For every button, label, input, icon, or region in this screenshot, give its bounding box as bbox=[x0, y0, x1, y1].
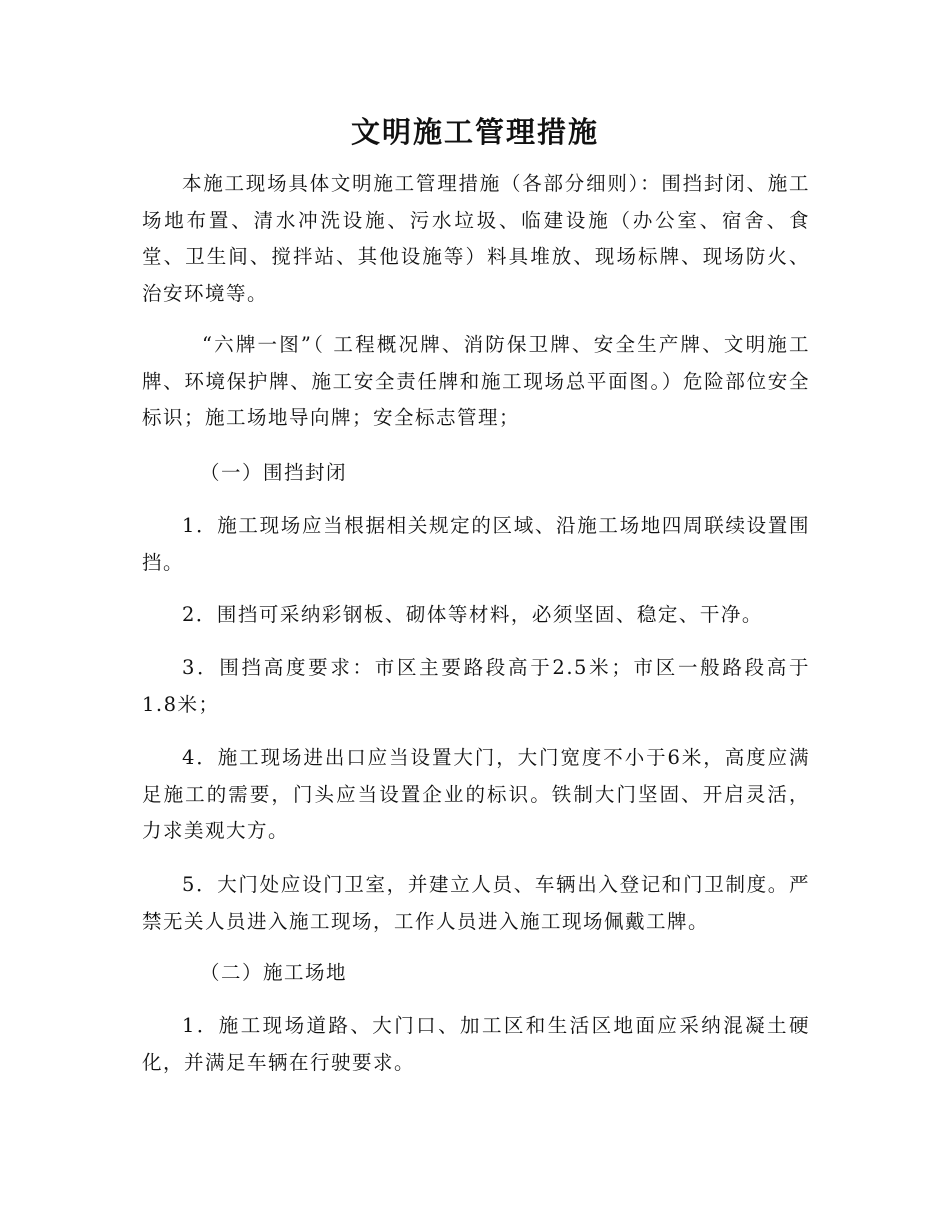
list-item: 5．大门处应设门卫室，并建立人员、车辆出入登记和门卫制度。严禁无关人员进入施工现场，工作人员进入施工现场佩戴工牌。 bbox=[142, 873, 810, 933]
list-item: 2．围挡可采纳彩钢板、砌体等材料，必须坚固、稳定、干净。 bbox=[182, 603, 763, 626]
section-heading-enclosure: （一）围挡封闭 bbox=[200, 461, 348, 484]
section-heading-site: （二）施工场地 bbox=[200, 961, 348, 984]
intro-paragraph: 本施工现场具体文明施工管理措施（各部分细则）：围挡封闭、施工场地布置、清水冲洗设施、污水垃圾、临建设施（办公室、宿舍、食堂、卫生间、搅拌站、其他设施等）料具堆放、现场标牌、现场防火、治安环境等。 bbox=[142, 172, 810, 305]
six-signs-paragraph: “六牌一图”（ 工程概况牌、消防保卫牌、安全生产牌、文明施工牌、环境保护牌、施工安全责任牌和施工现场总平面图。）危险部位安全标识；施工场地导向牌；安全标志管理； bbox=[142, 333, 810, 429]
list-item: 4．施工现场进出口应当设置大门，大门宽度不小于6米，高度应满足施工的需要，门头应当设置企业的标识。铁制大门坚固、开启灵活，力求美观大方。 bbox=[142, 746, 810, 842]
list-item: 1．施工现场应当根据相关规定的区域、沿施工场地四周联续设置围挡。 bbox=[142, 514, 810, 574]
document-title: 文明施工管理措施 bbox=[350, 115, 599, 149]
list-item: 3．围挡高度要求：市区主要路段高于2.5米；市区一般路段高于1.8米； bbox=[142, 656, 810, 716]
list-item: 1．施工现场道路、大门口、加工区和生活区地面应采纳混凝土硬化，并满足车辆在行驶要求。 bbox=[142, 1014, 810, 1074]
